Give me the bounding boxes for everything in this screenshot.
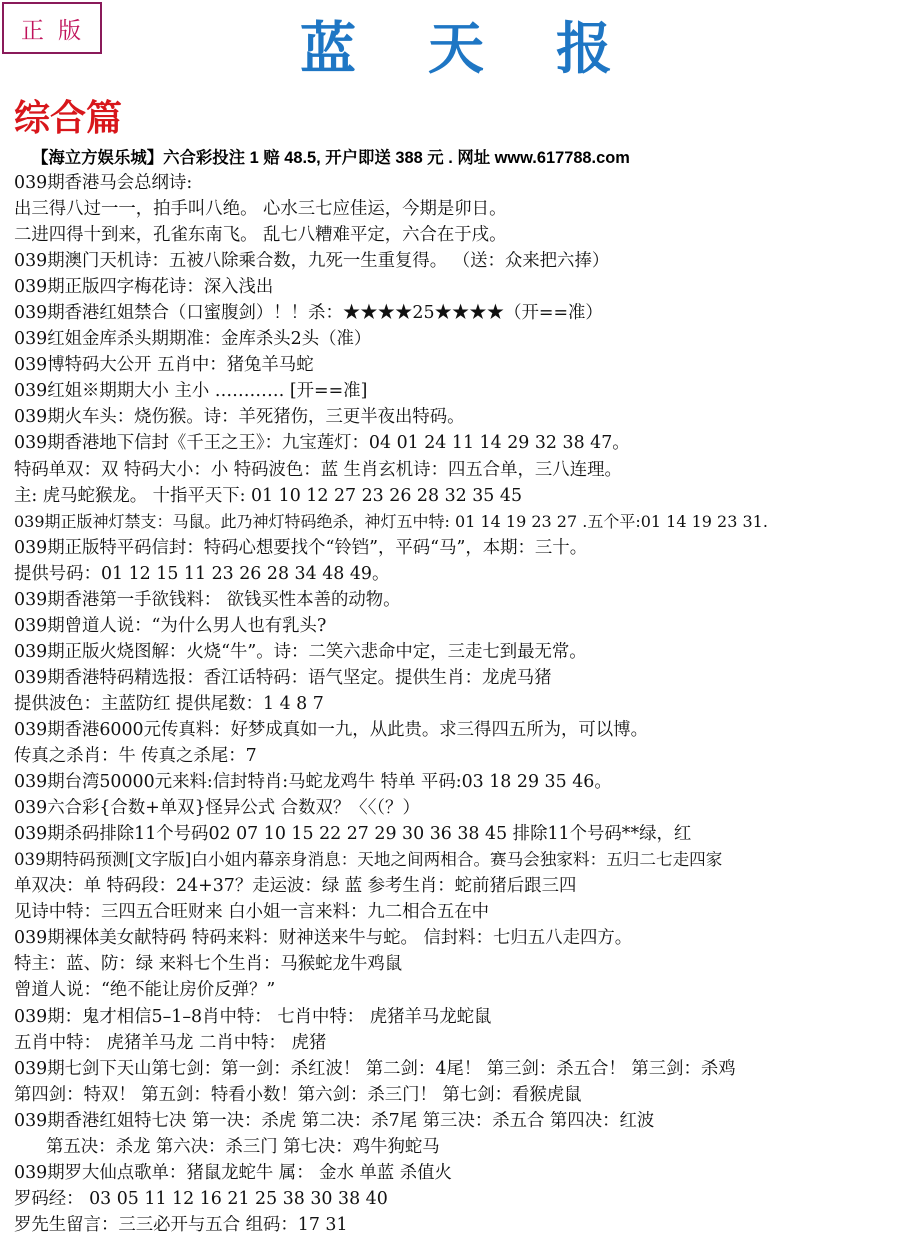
text-line: 039期正版四字梅花诗：深入浅出 xyxy=(14,277,274,298)
text-line: 出三得八过一一，拍手叫八绝。 心水三七应佳运，今期是卯日。 xyxy=(14,199,507,220)
text-line: 提供波色：主蓝防红 提供尾数：1 4 8 7 xyxy=(14,693,324,714)
text-line: 039期香港地下信封《千王之王》：九宝莲灯：04 01 24 11 14 29 32 38 47。 xyxy=(14,433,630,454)
text-line: 罗码经： 03 05 11 12 16 21 25 38 30 38 40 xyxy=(14,1188,388,1209)
text-line: 主: 虎马蛇猴龙。 十指平天下: 01 10 12 27 23 26 28 32 35 45 xyxy=(14,485,523,506)
text-line: 曾道人说：“绝不能让房价反弹？” xyxy=(14,980,276,1001)
text-line: 传真之杀肖：牛 传真之杀尾：7 xyxy=(14,746,257,767)
text-line: 特码单双：双 特码大小：小 特码波色：蓝 生肖玄机诗：四五合单，三八连理。 xyxy=(14,459,622,480)
text-line: 039期正版神灯禁支：马鼠。此乃神灯特码绝杀，神灯五中特: 01 14 19 23 27 .五个平:01 14 19 23 31. xyxy=(14,511,768,531)
text-line: 039期七剑下天山第七剑：第一剑：杀红波！ 第二剑：4尾！ 第三剑：杀五合！ 第三剑：杀鸡 xyxy=(14,1058,736,1079)
text-line: 罗先生留言：三三必开与五合 组码：17 31 xyxy=(14,1214,348,1235)
text-line: 039期杀码排除11个号码02 07 10 15 22 27 29 30 36 38 45 排除11个号码**绿，红 xyxy=(14,824,692,845)
text-line: 提供号码：01 12 15 11 23 26 28 34 48 49。 xyxy=(14,563,390,584)
section-heading: 综合篇 xyxy=(14,97,123,139)
text-line: 第四剑：特双！ 第五剑：特看小数！第六剑：杀三门！ 第七剑：看猴虎鼠 xyxy=(14,1084,582,1105)
text-line: 第五决：杀龙 第六决：杀三门 第七决：鸡牛狗蛇马 xyxy=(46,1136,440,1157)
text-line: 特主：蓝、防：绿 来料七个生肖：马猴蛇龙牛鸡鼠 xyxy=(14,954,403,975)
text-line: 039期澳门天机诗：五被八除乘合数，九死一生重复得。 （送：众来把六捧） xyxy=(14,251,610,272)
text-line: 039期曾道人说：“为什么男人也有乳头? xyxy=(14,615,327,636)
text-line: 039六合彩{合数+单双}怪异公式 合数双？〈〈（？） xyxy=(14,798,420,819)
text-line: 039期香港特码精选报：香江话特码：语气坚定。提供生肖：龙虎马猪 xyxy=(14,667,552,688)
text-line: 039红姐※期期大小 主小 ………… [开==准] xyxy=(14,381,368,402)
text-line: 039期：鬼才相信5–1–8肖中特： 七肖中特： 虎猪羊马龙蛇鼠 xyxy=(14,1006,492,1027)
text-line: 039期香港马会总纲诗: xyxy=(14,173,193,193)
text-line: 039期正版火烧图解：火烧“牛”。诗：二笑六悲命中定，三走七到最无常。 xyxy=(14,641,587,662)
text-line: 五肖中特： 虎猪羊马龙 二肖中特： 虎猪 xyxy=(14,1032,327,1053)
page-title: 蓝天报 xyxy=(300,16,684,82)
text-line: 039红姐金库杀头期期准：金库杀头2头（准） xyxy=(14,329,372,350)
text-line: 039期罗大仙点歌单：猪鼠龙蛇牛 属： 金水 单蓝 杀值火 xyxy=(14,1162,452,1183)
text-line: 039期火车头：烧伤猴。诗：羊死猪伤，三更半夜出特码。 xyxy=(14,407,465,428)
ad-banner: 【海立方娱乐城】六合彩投注 1 赔 48.5, 开户即送 388 元 . 网址 www.617788.com xyxy=(32,149,630,167)
text-line: 039期台湾50000元来料:信封特肖:马蛇龙鸡牛 特单 平码:03 18 29 35 46。 xyxy=(14,772,612,793)
text-line: 039期香港第一手欲钱料： 欲钱买性本善的动物。 xyxy=(14,589,401,610)
text-line: 039博特码大公开 五肖中：猪兔羊马蛇 xyxy=(14,355,314,376)
text-line: 039期香港6000元传真料：好梦成真如一九，从此贵。求三得四五所为，可以博。 xyxy=(14,719,648,740)
text-line: 039期特码预测[文字版]白小姐内幕亲身消息：天地之间两相合。赛马会独家料：五归二七走四家 xyxy=(14,850,723,870)
text-line: 见诗中特：三四五合旺财来 白小姐一言来料：九二相合五在中 xyxy=(14,902,490,923)
text-line: 二进四得十到来，孔雀东南飞。 乱七八糟难平定，六合在于戌。 xyxy=(14,225,507,246)
article-body xyxy=(14,170,896,1238)
text-line: 039期正版特平码信封：特码心想要找个“铃铛”，平码“马”，本期：三十。 xyxy=(14,537,588,558)
text-line: 039期裸体美女献特码 特码来料：财神送来牛与蛇。 信封料：七归五八走四方。 xyxy=(14,928,633,949)
text-line: 039期香港红姐特七决 第一决：杀虎 第二决：杀7尾 第三决：杀五合 第四决：红波 xyxy=(14,1110,655,1131)
text-line: 039期香港红姐禁合（口蜜腹剑）！！杀：★★★★25★★★★（开==准） xyxy=(14,303,603,324)
text-line: 单双决：单 特码段：24+37？走运波：绿 蓝 参考生肖：蛇前猪后跟三四 xyxy=(14,876,577,897)
zhengban-badge: 正版 xyxy=(2,2,102,54)
